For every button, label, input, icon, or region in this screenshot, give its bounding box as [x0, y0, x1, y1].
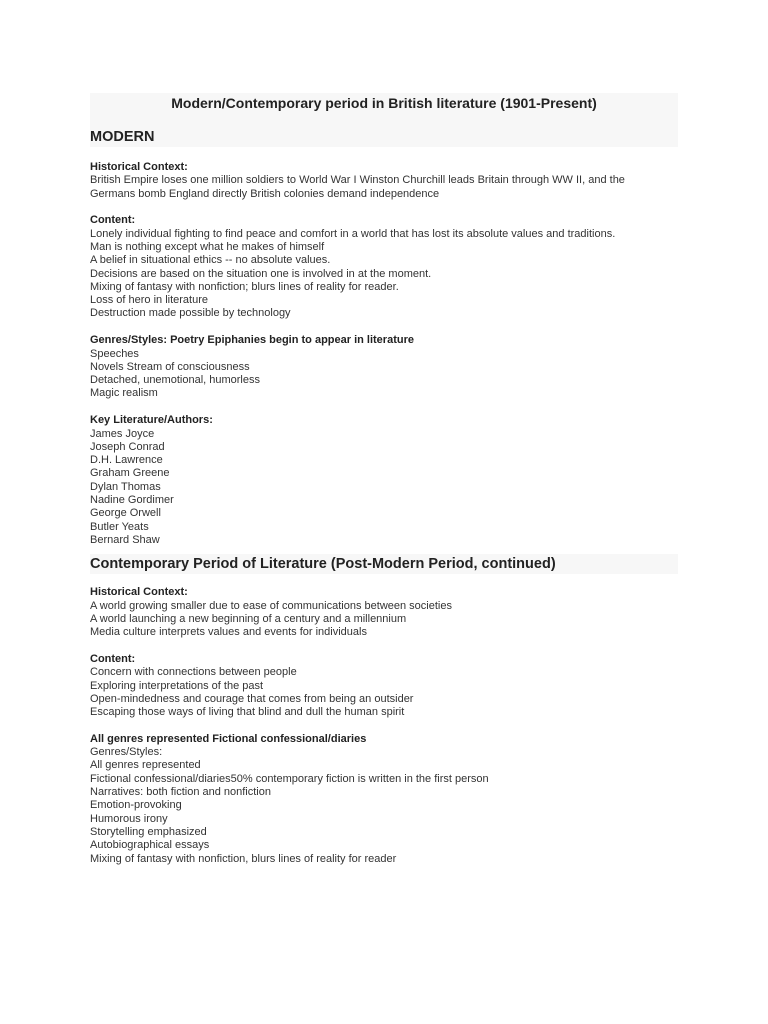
modern-genres-line: Detached, unemotional, humorless	[90, 374, 260, 387]
contemporary-historical-line: Media culture interprets values and events for individuals	[90, 626, 367, 639]
contemporary-band	[90, 554, 678, 574]
modern-content-line: Lonely individual fighting to find peace and comfort in a world that has lost its absolute values and traditions.	[90, 227, 616, 240]
modern-key-literature	[90, 414, 678, 547]
modern-genres-line: Speeches	[90, 347, 139, 360]
contemporary-genres-line: All genres represented	[90, 759, 201, 772]
contemporary-genres-label: All genres represented Fictional confessional/diaries	[90, 732, 367, 745]
author-item: Joseph Conrad	[90, 440, 165, 453]
contemporary-heading: Contemporary Period of Literature (Post-Modern Period, continued)	[90, 556, 556, 573]
modern-genres-line: Magic realism	[90, 387, 158, 400]
contemporary-historical-context	[90, 586, 678, 639]
contemporary-content-line: Escaping those ways of living that blind and dull the human spirit	[90, 706, 405, 719]
contemporary-genres	[90, 733, 678, 866]
contemporary-content-line: Open-mindedness and courage that comes from being an outsider	[90, 692, 414, 705]
modern-historical-context-label: Historical Context:	[90, 161, 188, 173]
modern-historical-context	[90, 161, 678, 201]
modern-content-line: Decisions are based on the situation one is involved in at the moment.	[90, 267, 432, 280]
modern-content-line: Mixing of fantasy with nonfiction; blurs lines of reality for reader.	[90, 280, 399, 293]
contemporary-genres-line: Storytelling emphasized	[90, 825, 207, 838]
contemporary-content-label: Content:	[90, 652, 136, 665]
modern-content-line: A belief in situational ethics -- no absolute values.	[90, 254, 331, 267]
modern-genres-label: Genres/Styles: Poetry Epiphanies begin to appear in literature	[90, 334, 414, 347]
contemporary-genres-line: Fictional confessional/diaries50% contemporary fiction is written in the first person	[90, 772, 489, 785]
contemporary-content-line: Exploring interpretations of the past	[90, 679, 264, 692]
contemporary-genres-line: Humorous irony	[90, 812, 168, 825]
contemporary-genres-line: Autobiographical essays	[90, 839, 210, 852]
author-item: Dylan Thomas	[90, 480, 161, 493]
author-item: Nadine Gordimer	[90, 494, 174, 507]
author-item: Bernard Shaw	[90, 533, 160, 546]
modern-genres-line: Novels Stream of consciousness	[90, 360, 250, 373]
contemporary-genres-line: Narratives: both fiction and nonfiction	[90, 786, 271, 799]
modern-content-line: Loss of hero in literature	[90, 294, 209, 307]
author-item: Graham Greene	[90, 467, 170, 480]
modern-genres-styles	[90, 334, 678, 400]
contemporary-genres-line: Emotion-provoking	[90, 799, 182, 812]
contemporary-historical-context-label: Historical Context:	[90, 586, 188, 599]
modern-key-literature-label: Key Literature/Authors:	[90, 414, 213, 427]
modern-content-label: Content:	[90, 214, 136, 227]
author-item: James Joyce	[90, 427, 155, 440]
document-body	[90, 93, 678, 866]
contemporary-genres-line: Mixing of fantasy with nonfiction, blurs lines of reality for reader	[90, 852, 397, 865]
document-title: Modern/Contemporary period in British literature (1901-Present)	[171, 95, 597, 111]
contemporary-content-line: Concern with connections between people	[90, 666, 297, 679]
modern-content-line: Man is nothing except what he makes of himself	[90, 240, 325, 253]
modern-heading: MODERN	[90, 129, 155, 145]
author-item: D.H. Lawrence	[90, 454, 163, 467]
modern-content	[90, 214, 678, 320]
modern-content-line: Destruction made possible by technology	[90, 307, 291, 320]
title-band	[90, 93, 678, 147]
modern-historical-line: British Empire loses one million soldiers to World War I Winston Churchill leads Britain through WW II, and the	[90, 174, 625, 187]
contemporary-content	[90, 653, 678, 719]
contemporary-historical-line: A world growing smaller due to ease of communications between societies	[90, 599, 452, 612]
author-item: George Orwell	[90, 507, 161, 520]
modern-historical-line: Germans bomb England directly British colonies demand independence	[90, 187, 440, 200]
author-item: Butler Yeats	[90, 520, 149, 533]
contemporary-historical-line: A world launching a new beginning of a century and a millennium	[90, 612, 407, 625]
contemporary-genres-line: Genres/Styles:	[90, 746, 163, 759]
